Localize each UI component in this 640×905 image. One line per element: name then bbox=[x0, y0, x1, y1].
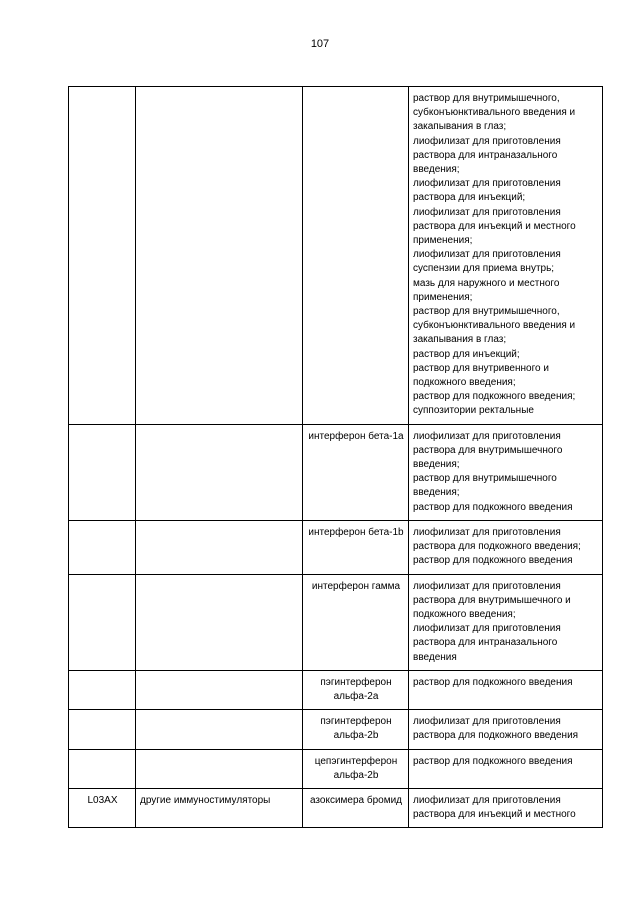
dosage-forms-cell bbox=[409, 520, 603, 574]
dosage-form: лиофилизат для приготовления суспензии для приема внутрь; bbox=[413, 249, 561, 275]
dosage-forms-cell bbox=[409, 749, 603, 788]
drug-name-cell: пэгинтерферон альфа-2b bbox=[303, 710, 409, 749]
dosage-form: раствор для подкожного введения bbox=[413, 501, 573, 513]
atc-code-cell: L03AX bbox=[69, 788, 136, 827]
dosage-forms-cell bbox=[409, 670, 603, 709]
dosage-form: раствор для подкожного введения bbox=[413, 676, 573, 688]
group-name-cell bbox=[136, 87, 303, 425]
table-row bbox=[69, 520, 603, 574]
dosage-form: суппозитории ректальные bbox=[413, 405, 534, 417]
atc-code-cell bbox=[69, 424, 136, 520]
dosage-form: лиофилизат для приготовления раствора для подкожного введения bbox=[413, 716, 579, 742]
group-name-cell: другие иммуностимуляторы bbox=[136, 788, 303, 827]
group-name-cell bbox=[136, 710, 303, 749]
dosage-form: раствор для подкожного введения bbox=[413, 555, 573, 567]
drug-name-cell: интерферон бета-1a bbox=[303, 424, 409, 520]
dosage-forms-cell bbox=[409, 424, 603, 520]
dosage-form: лиофилизат для приготовления раствора для внутримышечного введения; bbox=[413, 430, 563, 471]
drug-name-cell: азоксимера бромид bbox=[303, 788, 409, 827]
dosage-form: раствор для внутримышечного, субконъюнктивального введения и закапывания в глаз; bbox=[413, 93, 576, 133]
dosage-form: лиофилизат для приготовления раствора для внутримышечного и подкожного введения; bbox=[413, 580, 571, 620]
dosage-form: раствор для подкожного введения bbox=[413, 755, 573, 767]
drug-name-cell: интерферон бета-1b bbox=[303, 520, 409, 574]
table-row bbox=[69, 670, 603, 709]
drug-name-cell: цепэгинтерферон альфа-2b bbox=[303, 749, 409, 788]
group-name-cell bbox=[136, 574, 303, 670]
drug-name-cell: интерферон гамма bbox=[303, 574, 409, 670]
drug-name-cell bbox=[303, 87, 409, 425]
drug-table-body bbox=[69, 87, 603, 828]
atc-code-cell bbox=[69, 574, 136, 670]
dosage-form: лиофилизат для приготовления раствора для интраназального введения bbox=[413, 623, 561, 663]
group-name-cell bbox=[136, 424, 303, 520]
dosage-form: раствор для инъекций; bbox=[413, 348, 520, 360]
dosage-form: лиофилизат для приготовления раствора для инъекций и местного применения; bbox=[413, 206, 576, 247]
atc-code-cell bbox=[69, 710, 136, 749]
group-name-cell bbox=[136, 670, 303, 709]
page-number: 107 bbox=[310, 38, 330, 50]
atc-code-cell bbox=[69, 670, 136, 709]
atc-code-cell bbox=[69, 87, 136, 425]
dosage-form: раствор для подкожного введения; bbox=[413, 391, 576, 403]
atc-code-cell bbox=[69, 749, 136, 788]
table-row bbox=[69, 574, 603, 670]
table-row bbox=[69, 710, 603, 749]
table-row bbox=[69, 424, 603, 520]
group-name-cell bbox=[136, 520, 303, 574]
dosage-forms-cell bbox=[409, 788, 603, 827]
dosage-form: мазь для наружного и местного применения; bbox=[413, 277, 560, 303]
dosage-form: лиофилизат для приготовления раствора для подкожного введения; bbox=[413, 526, 581, 553]
table-row bbox=[69, 87, 603, 425]
drug-table bbox=[68, 86, 603, 828]
dosage-form: лиофилизат для приготовления раствора для интраназального введения; bbox=[413, 135, 561, 176]
dosage-form: лиофилизат для приготовления раствора для инъекций; bbox=[413, 178, 561, 204]
dosage-form: раствор для внутримышечного введения; bbox=[413, 473, 557, 499]
dosage-forms-cell bbox=[409, 710, 603, 749]
drug-name-cell: пэгинтерферон альфа-2a bbox=[303, 670, 409, 709]
dosage-forms-cell bbox=[409, 87, 603, 425]
atc-code-cell bbox=[69, 520, 136, 574]
table-row bbox=[69, 749, 603, 788]
dosage-form: лиофилизат для приготовления раствора для инъекций и местного bbox=[413, 794, 576, 821]
dosage-form: раствор для внутримышечного, субконъюнктивального введения и закапывания в глаз; bbox=[413, 306, 576, 346]
dosage-form: раствор для внутривенного и подкожного введения; bbox=[413, 362, 549, 389]
table-row bbox=[69, 788, 603, 827]
group-name-cell bbox=[136, 749, 303, 788]
dosage-forms-cell bbox=[409, 574, 603, 670]
